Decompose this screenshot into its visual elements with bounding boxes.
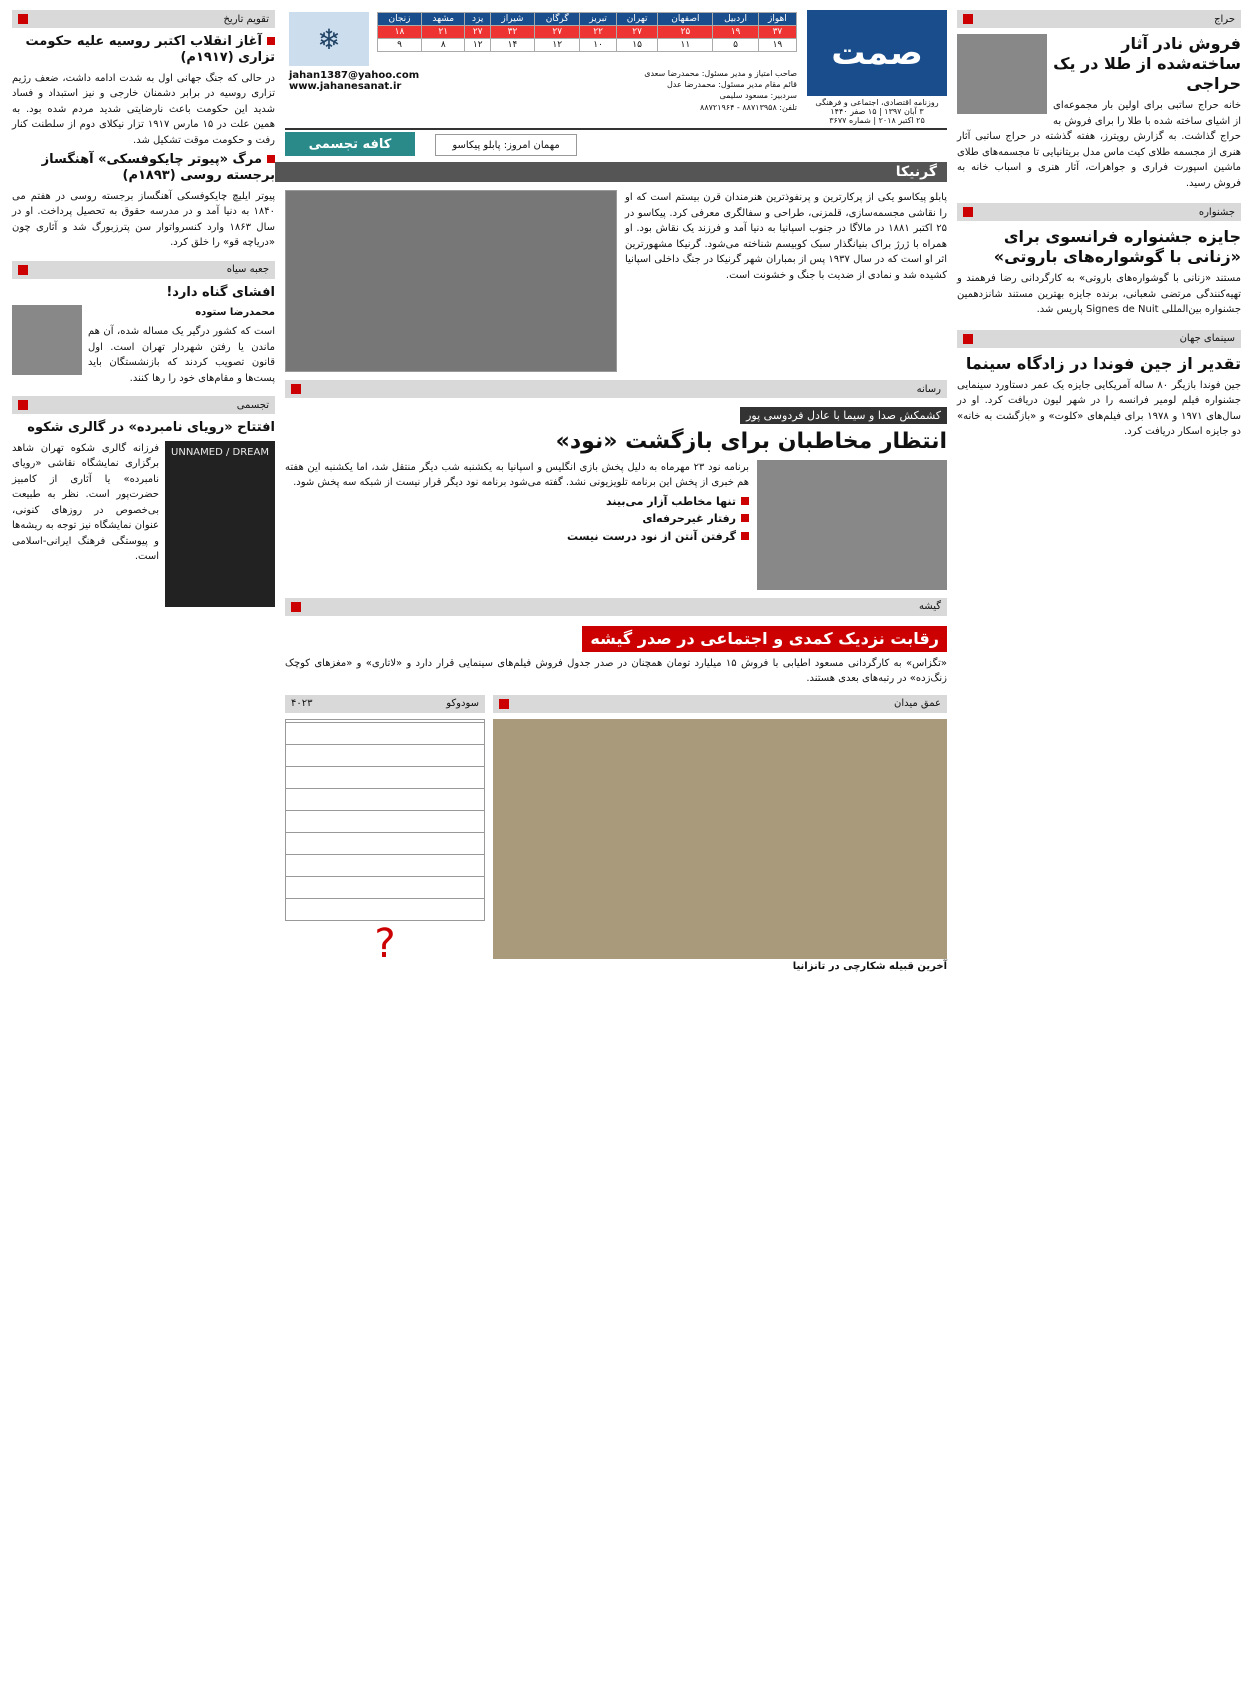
section-tag-photo: عمق میدان xyxy=(493,695,947,713)
section-tag-media: رسانه xyxy=(285,380,947,398)
calendar-headline-2[interactable]: مرگ «پیوتر چایکوفسکی» آهنگساز برجسته روسی (۱۸۹۳م) xyxy=(12,152,275,185)
guest-box: مهمان امروز: پابلو پیکاسو xyxy=(435,134,577,156)
contact-info[interactable]: jahan1387@yahoo.com www.jahanesanat.ir xyxy=(289,70,420,92)
cafe-label: کافه تجسمی xyxy=(285,132,415,156)
tv-headline[interactable]: انتظار مخاطبان برای بازگشت «نود» xyxy=(555,429,947,454)
auction-body: خانه حراج ساتبی برای اولین بار مجموعه‌ای از اشیای ساخته شده با طلا را برای فروش به حراج گذاشت. به گزارش رویترز، هفته گذشته در حراج ساتبی آثار هنری از مجسمه طلای کیت ماس مدل بریتانیایی تا مجسمه‌های طلای ماشین اسپورت فراری و جواهرات، آثار هنری و اسباب خانه به فروش رسید. xyxy=(957,100,1241,189)
column-body: است که کشور درگیر یک مساله شده، آن هم ماندن یا رفتن شهردار تهران است. اول قانون تصویب کردند که بازنشستگان باید پست‌ها و مقام‌های خود را رها کنند. xyxy=(88,326,275,384)
weather-max: ۳۷ ۱۹ ۲۵ ۲۷ ۲۲ ۲۷ ۳۲ ۲۷ ۲۱ ۱۸ xyxy=(378,26,797,39)
section-tag-column: جعبه سیاه xyxy=(12,261,275,279)
art-body: فرزانه گالری شکوه تهران شاهد برگزاری نمایشگاه نقاشی «رویای نامبرده» یا آثاری از کامبیز حضرت‌پور است. نظر به طبیعت بی‌خصوص در روزهای کنونی، عنوان نمایشگاه نیز توجه به ریشه‌ها و پیوستگی فرهنگ ایرانی-اسلامی است. xyxy=(12,442,159,562)
tanzania-photo xyxy=(493,719,947,959)
snow-weather-icon: ❄ xyxy=(289,12,369,66)
sudoku-grid[interactable] xyxy=(285,719,485,921)
masthead xyxy=(285,10,947,130)
exhibition-poster: UNNAMED / DREAM xyxy=(165,441,275,607)
column-headline[interactable]: افشای گناه دارد! xyxy=(166,284,275,300)
weather-table xyxy=(377,12,797,52)
newspaper-logo[interactable]: صمت xyxy=(807,10,947,96)
cinema-body: جین فوندا بازیگر ۸۰ ساله آمریکایی جایزه یک عمر دستاورد سینمایی جشنواره فیلم لومیر فرانسه را در شهر لیون دریافت کرد. او در سال‌های ۱۹۷۱ و ۱۹۷۸ برای فیلم‌های «کلوت» و «بازگشت به خانه» دو جایزه اسکار دریافت کرد. xyxy=(957,379,1242,437)
section-tag-calendar: تقویم تاریخ xyxy=(12,10,275,28)
left-column xyxy=(12,10,275,1673)
weather-cities: اهواز اردبیل اصفهان تهران تبریز گرگان شیراز یزد مشهد زنجان xyxy=(378,13,797,26)
credits: صاحب امتیاز و مدیر مسئول: محمدرضا سعدی قائم مقام مدیر مسئول: محمدرضا عدل سردبیر: مسعود سلیمی تلفن: ۸۸۷۱۳۹۵۸ - ۸۸۷۲۱۹۶۴ xyxy=(644,69,797,112)
cinema-headline[interactable]: تقدیر از جین فوندا در زادگاه سینما xyxy=(965,353,1241,373)
calendar-headline-1[interactable]: آغاز انقلاب اکتبر روسیه علیه حکومت تزاری (۱۹۱۷م) xyxy=(12,34,275,67)
box-office-headline[interactable]: رقابت نزدیک کمدی و اجتماعی در صدر گیشه xyxy=(582,626,947,652)
section-tag-festival: جشنواره xyxy=(957,203,1241,221)
festival-headline[interactable]: جایزه جشنواره فرانسوی برای «زنانی با گوشواره‌های باروتی» xyxy=(993,227,1241,266)
calendar-body-2: پیوتر ایلیچ چایکوفسکی آهنگساز برجسته روسی در هفتم می ۱۸۴۰ به دنیا آمد و در مدرسه حقوق به تحصیل پرداخت. او در سال ۱۸۶۳ وارد کنسرواتوار سن پترزبورگ شد و آثاری چون «دریاچه قو» را خلق کرد. xyxy=(12,190,275,248)
tv-body: برنامه نود ۲۳ مهرماه به دلیل پخش بازی انگلیس و اسپانیا به یکشنبه شب دیگر منتقل شد، اما یکشنبه این هفته هم خبری از پخش این برنامه تلویزیونی نشد. گفته می‌شود برنامه نود دیگر قرار نیست از شبکه سه پخش شود. xyxy=(285,461,750,488)
tv-subhead-2: رفتار غیرحرفه‌ای xyxy=(285,512,749,526)
column-author: محمدرضا ستوده xyxy=(195,306,275,318)
section-tag-auction: حراج xyxy=(957,10,1241,28)
festival-body: مستند «زنانی با گوشواره‌های باروتی» به کارگردانی رضا فرهمند و تهیه‌کنندگی مرتضی شعبانی، برنده جایزه بهترین مستند شانزدهمین جشنواره بین‌المللی Signes de Nuit پاریس شد. xyxy=(957,273,1241,315)
right-column xyxy=(957,10,1241,1673)
tv-host-photo xyxy=(757,460,947,590)
center-column xyxy=(285,190,947,1673)
calendar-body-1: در حالی که جنگ جهانی اول به شدت ادامه داشت، ضعف رژیم تزاری روسیه در برابر دشمنان خارجی و نیز استبداد و فساد شدید این حکومت باعث نارضایتی شدید مردم شده بود. به همین علت در ۱۵ مارس ۱۹۱۷ تزار نیکلای دوم از سلطنت کنار رفت و حکومت موقت تشکیل شد. xyxy=(12,72,276,146)
section-tag-sudoku: سودوکو ۴۰۲۳ xyxy=(285,695,485,713)
guernica-body: پابلو پیکاسو یکی از پرکارترین و پرنفوذترین هنرمندان قرن بیستم است که او را نقاشی مجسمه‌سازی، قلمزنی، طراحی و سفالگری معرفی کرد. پیکاسو در ۲۵ اکتبر ۱۸۸۱ در مالاگا در جنوب اسپانیا به دنیا آمد و فرزند یک نقاش بود. او همراه با ژرژ براک بنیانگذار سبک کوبیسم شناخته می‌شود. گرنیکا مشهورترین اثر او است که در سال ۱۹۳۷ پس از بمباران شهر گرنیکا در جنگ داخلی اسپانیا کشیده شد و نمادی از ضدیت با جنگ و خشونت است. xyxy=(625,192,947,281)
auction-photo xyxy=(957,34,1047,114)
section-tag-art: تجسمی xyxy=(12,396,275,414)
box-office-body: «تگزاس» به کارگردانی مسعود اطیابی با فروش ۱۵ میلیارد تومان همچنان در صدر جدول فروش فیلم‌های سینمایی قرار دارد و «لاتاری» و «مغزهای کوچک زنگ‌زده» در رتبه‌های بعدی هستند. xyxy=(285,657,947,684)
question-mark-icon: ? xyxy=(374,920,396,967)
guernica-painting xyxy=(285,190,617,372)
author-avatar xyxy=(12,305,82,375)
guernica-title: گرنیکا xyxy=(275,162,947,182)
section-tag-cinema: سینمای جهان xyxy=(957,330,1241,348)
tv-subhead-3: گرفتن آنتن از نود درست نیست xyxy=(285,530,749,544)
art-headline[interactable]: افتتاح «رویای نامبرده» در گالری شکوه xyxy=(27,420,275,436)
tv-kicker: کشمکش صدا و سیما با عادل فردوسی پور xyxy=(740,407,947,424)
auction-headline[interactable]: فروش نادر آثار ساخته‌شده از طلا در یک حراجی xyxy=(1053,34,1241,93)
photo-caption: آخرین قبیله شکارچی در تانزانیا xyxy=(792,960,947,972)
weather-min: ۱۹ ۵ ۱۱ ۱۵ ۱۰ ۱۲ ۱۴ ۱۲ ۸ ۹ xyxy=(378,39,797,52)
tv-subhead-1: تنها مخاطب آزار می‌بیند xyxy=(285,495,749,509)
logo-subtitle: روزنامه اقتصادی، اجتماعی و فرهنگی ۳ آبان ۱۳۹۷ | ۱۵ صفر ۱۴۴۰ ۲۵ اکتبر ۲۰۱۸ | شماره ۳۶۷۷ xyxy=(815,98,939,125)
section-tag-box-office: گیشه xyxy=(285,598,947,616)
cafe-ribbon xyxy=(285,132,947,156)
